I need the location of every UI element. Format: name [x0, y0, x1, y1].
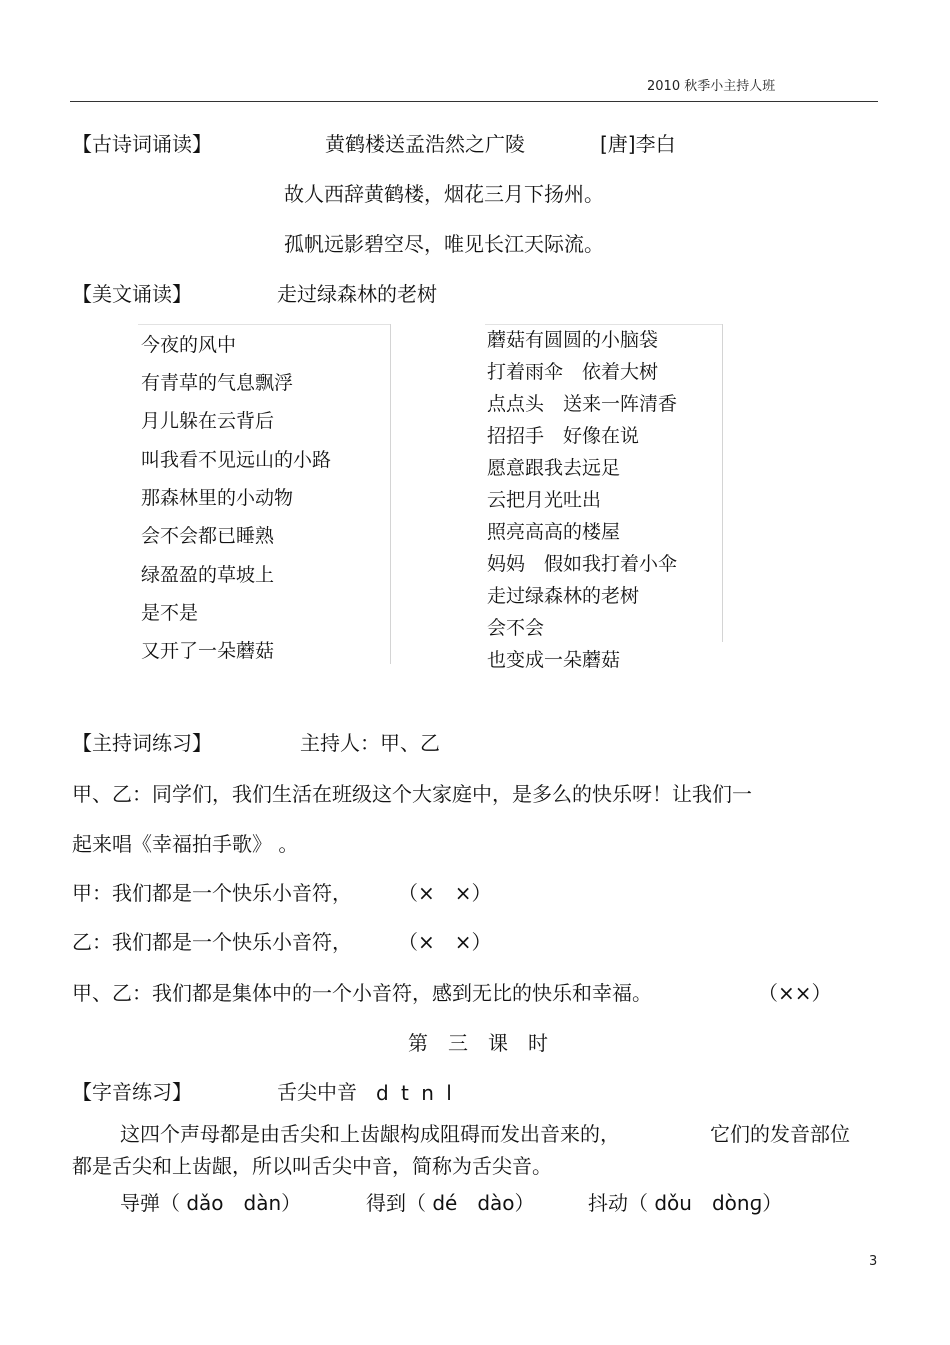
host-line-1-continued: 起来唱《幸福拍手歌》 。 [72, 832, 299, 856]
host-line-3: 乙：我们都是一个快乐小音符， [72, 930, 352, 954]
right-line-1: 蘑菇有圆圆的小脑袋 [487, 329, 659, 351]
host-line-3-clap: （× ×） [398, 930, 492, 954]
page-header: 2010 秋季小主持人班 [647, 79, 776, 94]
right-line-7: 照亮高高的楼屋 [487, 521, 621, 543]
lesson-heading: 第 三 课 时 [408, 1031, 548, 1055]
right-line-11: 也变成一朵蘑菇 [487, 649, 621, 671]
example-pinyin-2: （ dé dào） [406, 1191, 535, 1215]
right-line-5: 愿意跟我去远足 [487, 457, 621, 479]
right-line-2: 打着雨伞 依着大树 [487, 361, 659, 383]
left-line-4: 叫我看不见远山的小路 [141, 449, 332, 471]
right-line-10: 会不会 [487, 617, 545, 639]
example-pinyin-1: （ dǎo dàn） [160, 1191, 302, 1215]
left-column-top-border [138, 324, 390, 325]
left-line-6: 会不会都已睡熟 [141, 525, 275, 547]
left-line-3: 月儿躲在云背后 [141, 410, 275, 432]
left-line-5: 那森林里的小动物 [141, 487, 294, 509]
poem-title: 黄鹤楼送孟浩然之广陵 [325, 132, 525, 156]
poem-author: [唐]李白 [600, 132, 676, 156]
example-word-2: 得到 [366, 1191, 406, 1215]
phonics-title: 舌尖中音 [277, 1080, 357, 1104]
right-line-3: 点点头 送来一阵清香 [487, 393, 678, 415]
prose-section-label: 【美文诵读】 [72, 282, 192, 306]
host-line-2-clap: （× ×） [398, 881, 492, 905]
example-word-1: 导弹 [120, 1191, 160, 1215]
host-line-4-clap: （××） [758, 981, 832, 1005]
right-line-4: 招招手 好像在说 [487, 425, 640, 447]
poem-line-2: 孤帆远影碧空尽，唯见长江天际流。 [284, 232, 604, 256]
poem-section-label: 【古诗词诵读】 [72, 132, 212, 156]
right-line-6: 云把月光吐出 [487, 489, 602, 511]
left-line-1: 今夜的风中 [141, 334, 237, 356]
left-line-8: 是不是 [141, 602, 199, 624]
right-column-top-border [485, 324, 722, 325]
header-rule [70, 101, 878, 102]
poem-line-1: 故人西辞黄鹤楼，烟花三月下扬州。 [284, 182, 604, 206]
right-line-8: 妈妈 假如我打着小伞 [487, 553, 678, 575]
left-line-9: 又开了一朵蘑菇 [141, 640, 275, 662]
example-word-3: 抖动 [588, 1191, 628, 1215]
host-section-label: 【主持词练习】 [72, 731, 212, 755]
left-column-border [390, 324, 391, 664]
phonics-paragraph-line-2: 都是舌尖和上齿龈，所以叫舌尖中音，简称为舌尖音。 [72, 1154, 552, 1178]
host-line-4: 甲、乙：我们都是集体中的一个小音符，感到无比的快乐和幸福。 [72, 981, 652, 1005]
page-number: 3 [869, 1254, 878, 1269]
example-pinyin-3: （ dǒu dònɡ） [628, 1191, 783, 1215]
left-line-2: 有青草的气息飘浮 [141, 372, 294, 394]
phonics-letters: d t n l [376, 1081, 455, 1105]
phonics-paragraph-line-1: 这四个声母都是由舌尖和上齿龈构成阻碍而发出音来的， [120, 1122, 620, 1146]
phonics-paragraph-line-1-end: 它们的发音部位 [710, 1122, 850, 1146]
host-names: 主持人：甲、乙 [300, 731, 440, 755]
right-column-border [722, 324, 723, 642]
right-line-9: 走过绿森林的老树 [487, 585, 640, 607]
phonics-section-label: 【字音练习】 [72, 1080, 192, 1104]
prose-title: 走过绿森林的老树 [277, 282, 437, 306]
host-line-1: 甲、乙：同学们，我们生活在班级这个大家庭中，是多么的快乐呀！让我们一 [72, 782, 752, 806]
left-line-7: 绿盈盈的草坡上 [141, 564, 275, 586]
host-line-2: 甲：我们都是一个快乐小音符， [72, 881, 352, 905]
